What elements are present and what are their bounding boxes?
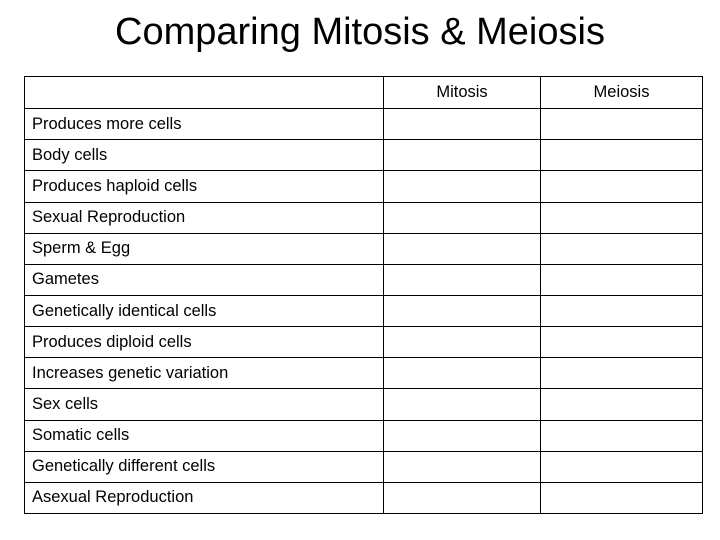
row-label: Asexual Reproduction <box>25 482 384 513</box>
row-label: Produces diploid cells <box>25 327 384 358</box>
table-row <box>25 358 703 389</box>
row-label: Sexual Reproduction <box>25 202 384 233</box>
table-row <box>25 140 703 171</box>
meiosis-answer-cell[interactable] <box>541 109 703 140</box>
mitosis-answer-cell[interactable] <box>384 171 541 202</box>
row-label: Sex cells <box>25 389 384 420</box>
mitosis-answer-cell[interactable] <box>384 451 541 482</box>
mitosis-answer-cell[interactable] <box>384 202 541 233</box>
meiosis-answer-cell[interactable] <box>541 202 703 233</box>
table-row <box>25 295 703 326</box>
meiosis-answer-cell[interactable] <box>541 295 703 326</box>
row-label: Genetically identical cells <box>25 295 384 326</box>
mitosis-answer-cell[interactable] <box>384 264 541 295</box>
row-label: Produces haploid cells <box>25 171 384 202</box>
meiosis-answer-cell[interactable] <box>541 233 703 264</box>
mitosis-answer-cell[interactable] <box>384 358 541 389</box>
meiosis-answer-cell[interactable] <box>541 451 703 482</box>
meiosis-answer-cell[interactable] <box>541 140 703 171</box>
table-row <box>25 451 703 482</box>
table-row <box>25 109 703 140</box>
table-row <box>25 420 703 451</box>
table-corner-cell <box>25 77 384 109</box>
meiosis-answer-cell[interactable] <box>541 327 703 358</box>
column-header-mitosis: Mitosis <box>384 77 541 109</box>
table-row <box>25 482 703 513</box>
table-row <box>25 264 703 295</box>
mitosis-answer-cell[interactable] <box>384 420 541 451</box>
row-label: Body cells <box>25 140 384 171</box>
meiosis-answer-cell[interactable] <box>541 420 703 451</box>
mitosis-answer-cell[interactable] <box>384 295 541 326</box>
mitosis-answer-cell[interactable] <box>384 233 541 264</box>
row-label: Increases genetic variation <box>25 358 384 389</box>
meiosis-answer-cell[interactable] <box>541 171 703 202</box>
table-row <box>25 327 703 358</box>
meiosis-answer-cell[interactable] <box>541 389 703 420</box>
table-row <box>25 233 703 264</box>
row-label: Gametes <box>25 264 384 295</box>
mitosis-answer-cell[interactable] <box>384 389 541 420</box>
mitosis-answer-cell[interactable] <box>384 109 541 140</box>
table-row <box>25 171 703 202</box>
table-row <box>25 202 703 233</box>
mitosis-answer-cell[interactable] <box>384 482 541 513</box>
mitosis-answer-cell[interactable] <box>384 327 541 358</box>
comparison-table <box>24 76 703 514</box>
row-label: Genetically different cells <box>25 451 384 482</box>
column-header-meiosis: Meiosis <box>541 77 703 109</box>
table-header-row <box>25 77 703 109</box>
row-label: Sperm & Egg <box>25 233 384 264</box>
meiosis-answer-cell[interactable] <box>541 482 703 513</box>
row-label: Somatic cells <box>25 420 384 451</box>
row-label: Produces more cells <box>25 109 384 140</box>
meiosis-answer-cell[interactable] <box>541 264 703 295</box>
meiosis-answer-cell[interactable] <box>541 358 703 389</box>
table-row <box>25 389 703 420</box>
page-title: Comparing Mitosis & Meiosis <box>115 11 605 53</box>
mitosis-answer-cell[interactable] <box>384 140 541 171</box>
